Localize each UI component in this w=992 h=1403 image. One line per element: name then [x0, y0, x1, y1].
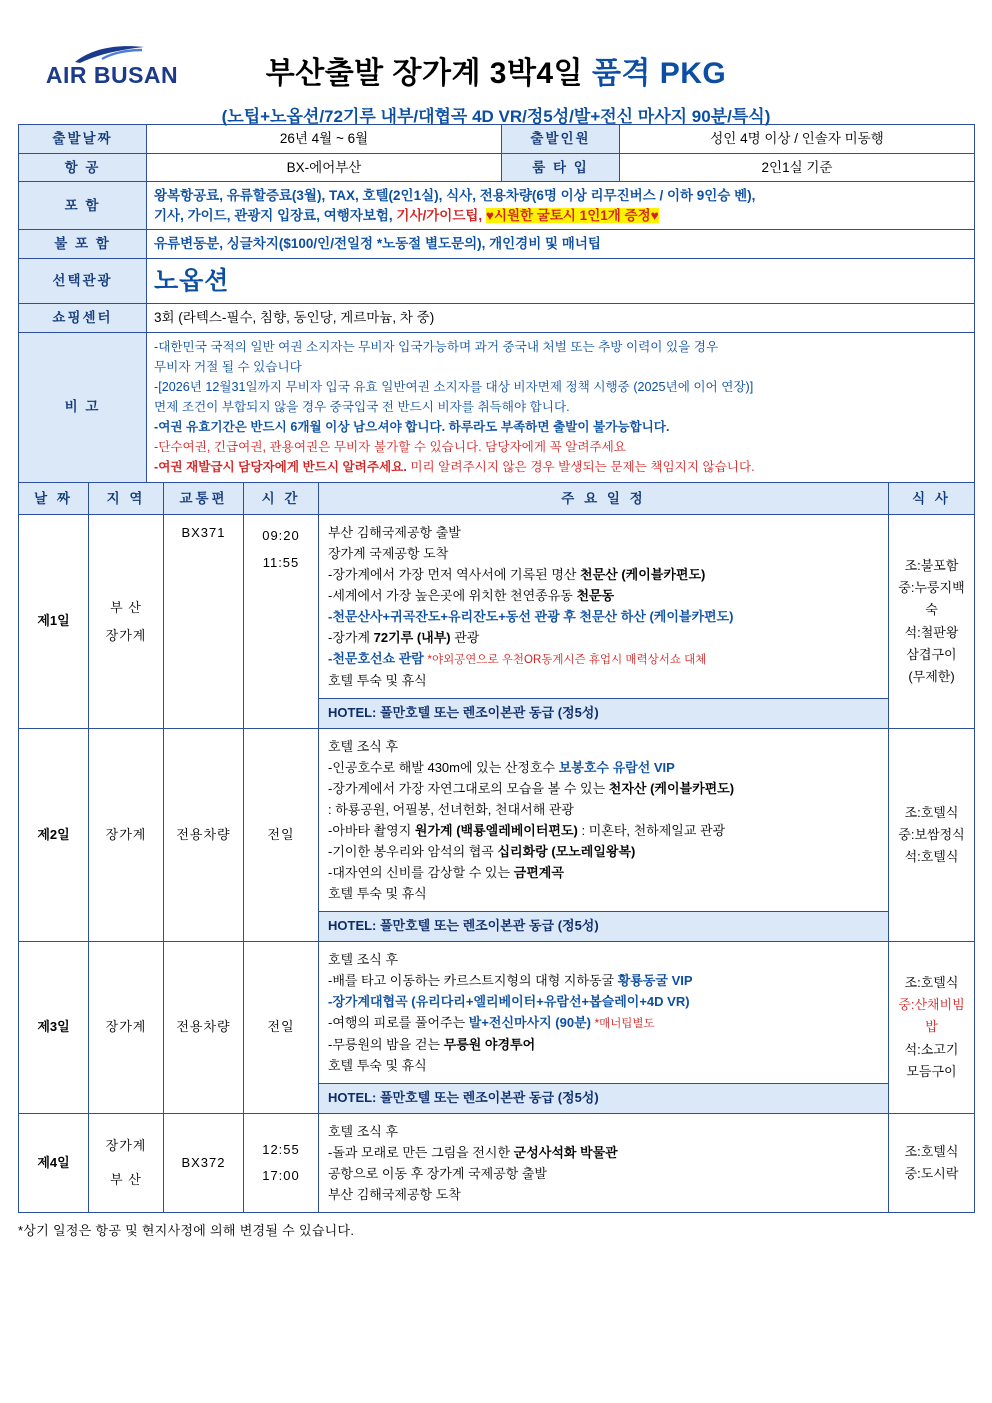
day-time [244, 515, 319, 729]
table-row [19, 182, 975, 230]
time-line: 17:00 [262, 1167, 300, 1183]
meal-line: 중:보쌈정식 [898, 827, 965, 843]
meal-line: 조:불포함 [904, 558, 959, 574]
day-meals [889, 1113, 975, 1212]
label-optional-tour: 선택관광 [19, 258, 147, 303]
table-row [19, 728, 975, 911]
remark-line: 면제 조건이 부합되지 않을 경우 중국입국 전 반드시 비자를 취득해야 합니다. [154, 400, 570, 415]
table-row [19, 230, 975, 259]
day-time: 전일 [244, 942, 319, 1114]
col-header-date: 날 짜 [19, 482, 89, 515]
day-transport: 전용차량 [164, 942, 244, 1114]
hotel-info: HOTEL: 풀만호텔 또는 렌조이본관 동급 (정5성) [319, 912, 889, 942]
day-label: 제3일 [19, 942, 89, 1114]
included-line-1: 왕복항공료, 유류할증료(3월), TAX, 호텔(2인1실), 식사, 전용차량(6명 이상 리무진버스 / 이하 9인승 벤), [154, 188, 756, 204]
schedule-line: -배를 타고 이동하는 카르스트지형의 대형 지하동굴 황룡동굴 VIP [328, 973, 693, 989]
col-header-region: 지 역 [89, 482, 164, 515]
value-optional-tour: 노옵션 [147, 258, 975, 303]
schedule-line: 호텔 투숙 및 휴식 [328, 886, 427, 902]
day-schedule [319, 942, 889, 1084]
day-region [89, 515, 164, 729]
schedule-line: 공항으로 이동 후 장가계 국제공항 출발 [328, 1165, 547, 1181]
schedule-line: -천문호선쇼 관람 *야외공연으로 우천OR동계시즌 휴업시 매력상서쇼 대체 [328, 651, 707, 667]
footer-note: *상기 일정은 항공 및 현지사정에 의해 변경될 수 있습니다. [18, 1223, 355, 1239]
value-air: BX-에어부산 [147, 153, 502, 182]
schedule-line-highlight: -장가계대협곡 (유리다리+엘리베이터+유람선+봅슬레이+4D VR) [328, 994, 690, 1010]
document-header [18, 14, 974, 124]
label-included: 포 함 [19, 182, 147, 230]
day-label: 제2일 [19, 728, 89, 941]
day-meals [889, 728, 975, 941]
schedule-line: -여행의 피로를 풀어주는 발+전신마사지 (90분) *매너팁별도 [328, 1015, 655, 1031]
table-row [19, 304, 975, 333]
table-row [19, 515, 975, 699]
schedule-line: -장가계에서 가장 먼저 역사서에 기록된 명산 천문산 (케이블카편도) [328, 567, 706, 583]
label-room-type: 룸 타 입 [502, 153, 620, 182]
day-schedule [319, 1113, 889, 1212]
value-excluded: 유류변동분, 싱글차지($100/인/전일정 *노동절 별도문의), 개인경비 및 매너팁 [147, 230, 975, 259]
time-line: 09:20 [262, 528, 300, 544]
remark-warning-bold: -여권 재발급시 담당자에게 반드시 알려주세요. [154, 460, 407, 475]
schedule-line: 장가계 국제공항 도착 [328, 546, 449, 562]
schedule-line: -기이한 봉우리와 암석의 협곡 십리화랑 (모노레일왕복) [328, 844, 636, 860]
meal-line: 조:호텔식 [904, 1143, 959, 1159]
value-remarks [147, 332, 975, 482]
hotel-info: HOTEL: 풀만호텔 또는 렌조이본관 동급 (정5성) [319, 699, 889, 729]
value-room-type: 2인1실 기준 [620, 153, 975, 182]
day-time: 전일 [244, 728, 319, 941]
meal-line: 석:소고기 [904, 1041, 959, 1057]
day-region: 장가계 [89, 728, 164, 941]
remark-warning-rest: 미리 알려주시지 않은 경우 발생되는 문제는 책임지지 않습니다. [406, 460, 755, 475]
col-header-meals: 식 사 [889, 482, 975, 515]
day-label: 제1일 [19, 515, 89, 729]
day-schedule [319, 728, 889, 911]
region-line: 장가계 [105, 1138, 147, 1154]
remark-line: -여권 유효기간은 반드시 6개월 이상 남으셔야 합니다. 하루라도 부족하면 출발이 불가능합니다. [154, 420, 670, 435]
col-header-transport: 교통편 [164, 482, 244, 515]
logo-busan-text: BUSAN [93, 62, 179, 88]
day-label: 제4일 [19, 1113, 89, 1212]
day-region: 장가계 [89, 942, 164, 1114]
schedule-line: 부산 김해국제공항 출발 [328, 525, 461, 541]
day-time [244, 1113, 319, 1212]
schedule-line: -아바타 촬영지 원가계 (백룡엘레베이터편도) : 미혼타, 천하제일교 관광 [328, 823, 726, 839]
logo-air-text: AIR [45, 62, 87, 88]
day-region [89, 1113, 164, 1212]
schedule-line: -무릉원의 밤을 걷는 무릉원 야경투어 [328, 1036, 536, 1052]
included-tip-text: 기사/가이드팁, [396, 207, 486, 223]
schedule-line: -돌과 모래로 만든 그림을 전시한 군성사석화 박물관 [328, 1144, 618, 1160]
meal-line: 모듬구이 [906, 1063, 957, 1079]
schedule-line: -대자연의 신비를 감상할 수 있는 금편계곡 [328, 865, 564, 881]
meal-line-highlight: 중:산채비빔밥 [898, 997, 965, 1035]
table-row [19, 125, 975, 154]
schedule-line: 호텔 조식 후 [328, 1123, 399, 1139]
schedule-line: : 하룡공원, 어필봉, 선녀헌화, 천대서해 관광 [328, 802, 574, 818]
value-pax: 성인 4명 이상 / 인솔자 미동행 [620, 125, 975, 154]
schedule-line: -인공호수로 해발 430m에 있는 산정호수 보봉호수 유람선 VIP [328, 760, 675, 776]
table-row [19, 153, 975, 182]
page-subtitle: (노팁+노옵션/72기루 내부/대협곡 4D VR/정5성/발+전신 마사지 90분/특식) [221, 107, 771, 126]
label-remarks: 비 고 [19, 332, 147, 482]
meal-line: 삼겹구이 [906, 646, 957, 662]
included-line-2-a: 기사, 가이드, 관광지 입장료, 여행자보험, [154, 207, 397, 223]
meal-line: (무제한) [908, 668, 955, 684]
label-excluded: 불 포 함 [19, 230, 147, 259]
region-line: 부 산 [110, 1171, 142, 1187]
meal-line: 조:호텔식 [904, 975, 959, 991]
meal-line: 석:철판왕 [904, 624, 959, 640]
itinerary-header-row [19, 482, 975, 515]
included-line-2 [154, 206, 967, 226]
trip-info-table [18, 124, 975, 483]
page-title-main: 부산출발 장가계 3박4일 [265, 57, 592, 90]
remark-line: -[2026년 12월31일까지 무비자 입국 유효 일반여권 소지자를 대상 비자면제 정책 시행중 (2025년에 이어 연장)] [154, 379, 754, 394]
value-depart-date: 26년 4월 ~ 6월 [147, 125, 502, 154]
schedule-line: 호텔 투숙 및 휴식 [328, 1058, 427, 1073]
remark-line-warning-2 [154, 457, 967, 477]
day-meals [889, 942, 975, 1114]
table-row [19, 258, 975, 303]
schedule-line: 호텔 조식 후 [328, 738, 399, 754]
label-air: 항 공 [19, 153, 147, 182]
air-busan-logo [32, 44, 192, 89]
label-pax: 출발인원 [502, 125, 620, 154]
page-title-accent: 품격 PKG [591, 57, 727, 90]
meal-line: 석:호텔식 [904, 849, 959, 865]
value-shopping: 3회 (라텍스-필수, 침향, 동인당, 게르마늄, 차 중) [147, 304, 975, 333]
time-line: 11:55 [262, 555, 300, 571]
region-line: 부 산 [110, 600, 142, 616]
label-depart-date: 출발날짜 [19, 125, 147, 154]
label-shopping: 쇼핑센터 [19, 304, 147, 333]
remark-line-warning-1: -단수여권, 긴급여권, 관용여권은 무비자 불가할 수 있습니다. 담당자에게 꼭 알려주세요 [154, 440, 626, 455]
meal-line: 조:호텔식 [904, 804, 959, 820]
schedule-line: -장가계에서 가장 자연그대로의 모습을 볼 수 있는 천자산 (케이블카편도) [328, 781, 735, 797]
day-schedule [319, 515, 889, 699]
table-row [19, 942, 975, 1084]
region-line: 장가계 [105, 627, 147, 643]
value-included [147, 182, 975, 230]
schedule-line: 부산 김해국제공항 도착 [328, 1187, 461, 1203]
itinerary-table [18, 482, 975, 1213]
day-transport: 전용차량 [164, 728, 244, 941]
schedule-line-highlight: -천문산사+귀곡잔도+유리잔도+동선 관광 후 천문산 하산 (케이블카편도) [328, 609, 734, 625]
col-header-time: 시 간 [244, 482, 319, 515]
remark-line: 무비자 거절 될 수 있습니다 [154, 359, 302, 374]
meal-line: 중:도시락 [904, 1165, 959, 1181]
day-transport: BX372 [164, 1113, 244, 1212]
table-row [19, 332, 975, 482]
schedule-line: -세계에서 가장 높은곳에 위치한 천연종유동 천문동 [328, 588, 615, 604]
schedule-line: -장가계 72기루 (내부) 관광 [328, 630, 480, 646]
time-line: 12:55 [262, 1141, 300, 1157]
table-row [19, 1113, 975, 1212]
included-gift-badge: ♥시원한 굴토시 1인1개 증정♥ [485, 207, 659, 223]
schedule-line: 호텔 조식 후 [328, 952, 399, 968]
remark-line: -대한민국 국적의 일반 여권 소지자는 무비자 입국가능하며 과거 중국내 처벌 또는 추방 이력이 있을 경우 [154, 339, 719, 354]
schedule-line: 호텔 투숙 및 휴식 [328, 673, 427, 689]
hotel-info: HOTEL: 풀만호텔 또는 렌조이본관 동급 (정5성) [319, 1084, 889, 1114]
day-meals [889, 515, 975, 729]
day-transport: BX371 [164, 515, 244, 729]
meal-line: 중:누룽지백숙 [898, 580, 965, 618]
col-header-schedule: 주 요 일 정 [319, 482, 889, 515]
